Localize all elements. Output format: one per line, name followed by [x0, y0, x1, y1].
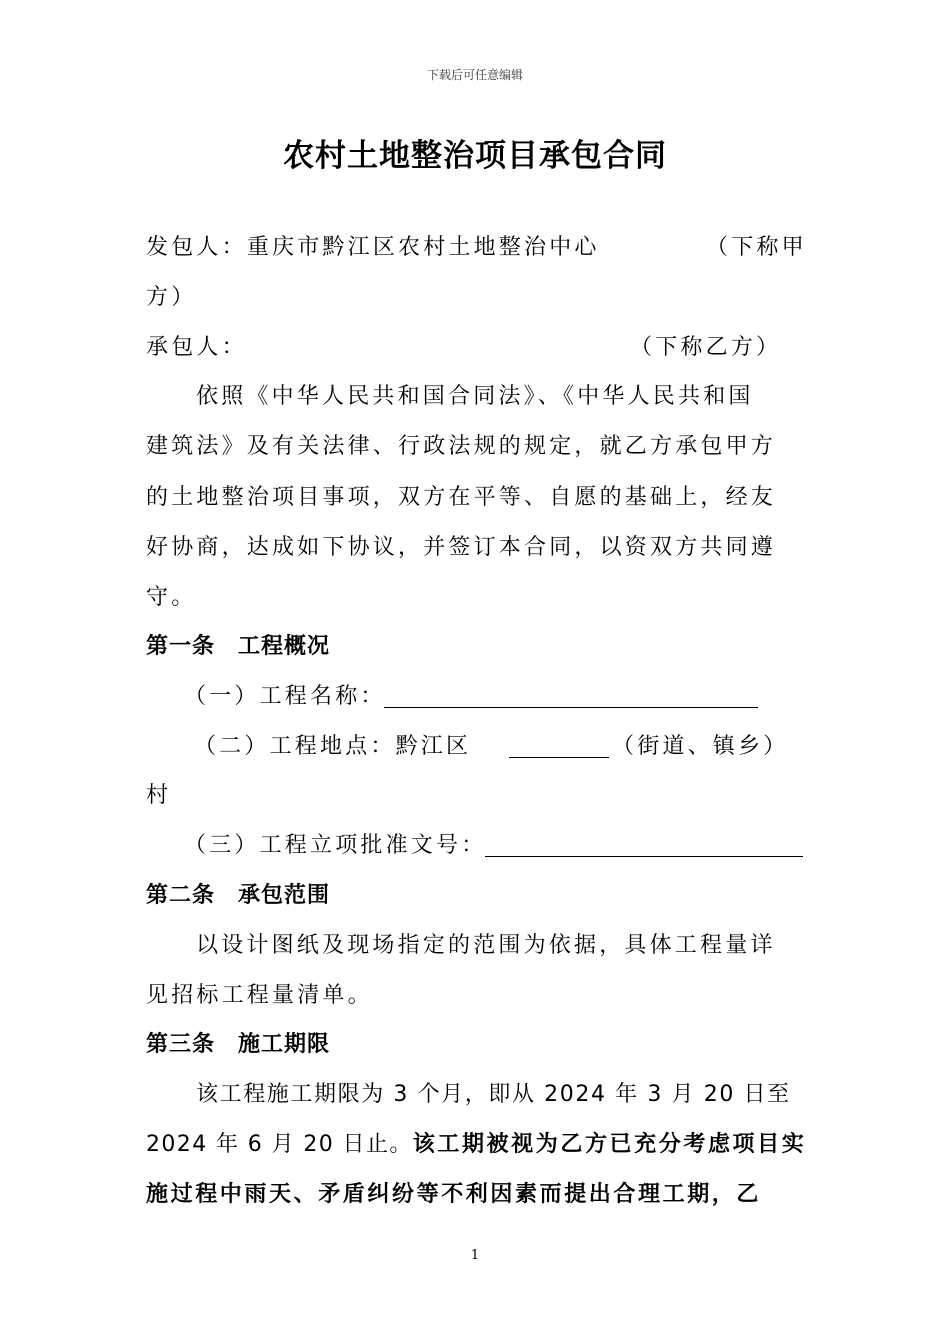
preamble-line: 守。 — [146, 585, 197, 610]
project-location-label: （二）工程地点：黔江区 — [194, 734, 472, 759]
project-name-label: （一）工程名称： — [184, 684, 386, 709]
article3-line-bold: 该工期被视为乙方已充分考虑项目实 — [412, 1132, 807, 1157]
project-location-suffix: （街道、镇乡） — [612, 734, 789, 759]
article3-line-normal: 2024 年 6 月 20 日止。 — [146, 1132, 413, 1157]
article2-line: 以设计图纸及现场指定的范围为依据，具体工程量详 — [196, 933, 776, 958]
project-name-blank — [384, 681, 758, 708]
preamble-line: 依照《中华人民共和国合同法》、《中华人民共和国 — [196, 384, 754, 409]
project-location-blank — [509, 731, 609, 758]
party-a-note: （下称甲 — [706, 235, 807, 260]
party-b-label: 承包人： — [146, 335, 247, 360]
document-title: 农村土地整治项目承包合同 — [283, 138, 667, 174]
article3-line-bold: 施过程中雨天、矛盾纠纷等不利因素而提出合理工期，乙 — [146, 1182, 762, 1207]
page-number: 1 — [470, 1248, 480, 1263]
party-a-name: 重庆市黔江区农村土地整治中心 — [246, 235, 600, 260]
preamble-line: 好协商，达成如下协议，并签订本合同，以资双方共同遵 — [146, 535, 777, 560]
article1-heading: 第一条 工程概况 — [146, 634, 331, 659]
preamble-line: 建筑法》及有关法律、行政法规的规定，就乙方承包甲方 — [146, 434, 777, 459]
party-a-label: 发包人： — [146, 235, 247, 260]
approval-number-label: （三）工程立项批准文号： — [184, 833, 487, 858]
approval-number-blank — [485, 830, 803, 857]
party-a-note-cont: 方） — [146, 285, 197, 310]
project-location-village: 村 — [146, 783, 172, 808]
article3-line — [146, 1129, 806, 1161]
preamble-line: 的土地整治项目事项，双方在平等、自愿的基础上，经友 — [146, 485, 777, 510]
party-a-line — [146, 232, 600, 264]
party-b-note: （下称乙方） — [630, 335, 782, 360]
article2-heading: 第二条 承包范围 — [146, 883, 331, 908]
header-note: 下载后可任意编辑 — [426, 68, 523, 82]
article3-heading: 第三条 施工期限 — [146, 1032, 331, 1057]
article2-line: 见招标工程量清单。 — [146, 983, 373, 1008]
article3-line: 该工程施工期限为 3 个月，即从 2024 年 3 月 20 日至 — [196, 1082, 791, 1107]
